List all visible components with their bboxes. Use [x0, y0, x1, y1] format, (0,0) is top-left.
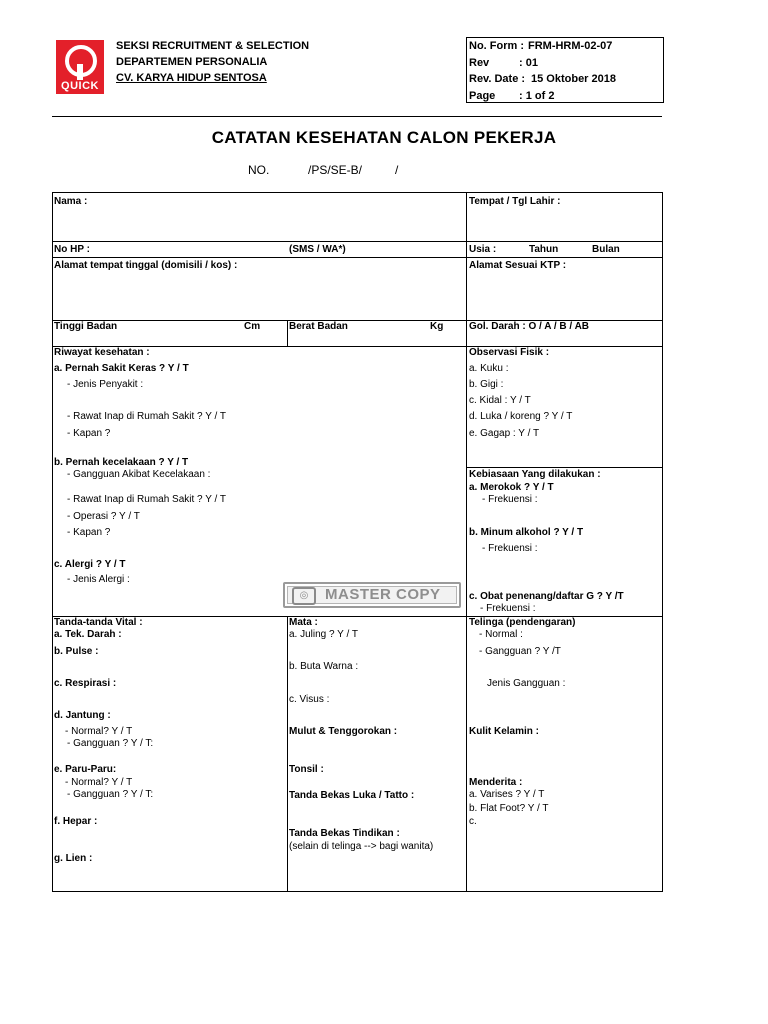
vital-e1: - Normal? Y / T — [65, 777, 133, 788]
vital-e: e. Paru-Paru: — [54, 764, 117, 775]
mata-b: b. Buta Warna : — [289, 661, 359, 672]
vital-c: c. Respirasi : — [54, 678, 117, 689]
label-gol-darah: Gol. Darah : O / A / B / AB — [469, 321, 590, 332]
label-alamat-ktp: Alamat Sesuai KTP : — [469, 260, 567, 271]
riwayat-b4: - Kapan ? — [67, 527, 111, 538]
telinga-b: b. Flat Foot? Y / T — [469, 803, 549, 814]
vital-e2: - Gangguan ? Y / T: — [67, 789, 154, 800]
stamp-text: MASTER COPY — [325, 586, 441, 603]
observasi-d: d. Luka / koreng ? Y / T — [469, 411, 573, 422]
form-rev-value: : 01 — [519, 57, 538, 69]
telinga-jenis: Jenis Gangguan : — [487, 678, 566, 689]
kebiasaan-a: a. Merokok ? Y / T — [469, 482, 554, 493]
vital-d2: - Gangguan ? Y / T: — [67, 738, 154, 749]
observasi-a: a. Kuku : — [469, 363, 509, 374]
riwayat-c: c. Alergi ? Y / T — [54, 559, 126, 570]
number-code: /PS/SE-B/ — [308, 163, 363, 177]
header-department: DEPARTEMEN PERSONALIA — [116, 56, 268, 68]
telinga-kulit: Kulit Kelamin : — [469, 726, 540, 737]
vital-a: a. Tek. Darah : — [54, 629, 122, 640]
label-tempat-tgl-lahir: Tempat / Tgl Lahir : — [469, 196, 561, 207]
riwayat-a: a. Pernah Sakit Keras ? Y / T — [54, 363, 189, 374]
mata-a: a. Juling ? Y / T — [289, 629, 358, 640]
number-no: NO. — [248, 163, 270, 177]
vital-d1: - Normal? Y / T — [65, 726, 133, 737]
header-company: CV. KARYA HIDUP SENTOSA — [116, 72, 267, 84]
telinga-gangguan: - Gangguan ? Y /T — [479, 646, 561, 657]
vital-d: d. Jantung : — [54, 710, 111, 721]
form-page-value: : 1 of 2 — [519, 90, 555, 102]
observasi-title: Observasi Fisik : — [469, 347, 550, 358]
label-alamat-domisili: Alamat tempat tinggal (domisili / kos) : — [54, 260, 238, 271]
label-cm: Cm — [244, 321, 261, 332]
form-no-label: No. Form : — [469, 40, 524, 52]
form-rev-label: Rev — [469, 57, 490, 69]
kebiasaan-b: b. Minum alkohol ? Y / T — [469, 527, 584, 538]
kebiasaan-c1: - Frekuensi : — [480, 603, 536, 614]
riwayat-a3: - Kapan ? — [67, 428, 111, 439]
label-usia: Usia : — [469, 244, 497, 255]
label-nama: Nama : — [54, 196, 88, 207]
form-rev-date-label: Rev. Date : — [469, 73, 526, 85]
page-title: CATATAN KESEHATAN CALON PEKERJA — [211, 128, 557, 147]
header-section: SEKSI RECRUITMENT & SELECTION — [116, 40, 310, 52]
riwayat-b1: - Gangguan Akibat Kecelakaan : — [67, 469, 211, 480]
observasi-b: b. Gigi : — [469, 379, 504, 390]
vital-g: g. Lien : — [54, 853, 93, 864]
mata-tindikan-note: (selain di telinga --> bagi wanita) — [289, 841, 434, 852]
mata-tonsil: Tonsil : — [289, 764, 324, 775]
header-divider — [52, 116, 662, 117]
label-tinggi-badan: Tinggi Badan — [54, 321, 118, 332]
label-kg: Kg — [430, 321, 444, 332]
riwayat-a2: - Rawat Inap di Rumah Sakit ? Y / T — [67, 411, 226, 422]
riwayat-a1: - Jenis Penyakit : — [67, 379, 144, 390]
mata-mulut: Mulut & Tenggorokan : — [289, 726, 398, 737]
mata-c: c. Visus : — [289, 694, 330, 705]
riwayat-b3: - Operasi ? Y / T — [67, 511, 140, 522]
mata-tindikan: Tanda Bekas Tindikan : — [289, 828, 400, 839]
label-sms-wa: (SMS / WA*) — [289, 244, 346, 255]
kebiasaan-c: c. Obat penenang/daftar G ? Y /T — [469, 591, 624, 602]
telinga-title: Telinga (pendengaran) — [469, 617, 576, 628]
company-logo — [56, 40, 104, 94]
label-tahun: Tahun — [529, 244, 559, 255]
riwayat-title: Riwayat kesehatan : — [54, 347, 150, 358]
kebiasaan-b1: - Frekuensi : — [482, 543, 538, 554]
telinga-c: c. — [469, 816, 477, 827]
telinga-menderita: Menderita : — [469, 777, 523, 788]
telinga-normal: - Normal : — [479, 629, 523, 640]
mata-title: Mata : — [289, 617, 318, 628]
label-bulan: Bulan — [592, 244, 620, 255]
label-berat-badan: Berat Badan — [289, 321, 348, 332]
vital-b: b. Pulse : — [54, 646, 99, 657]
observasi-c: c. Kidal : Y / T — [469, 395, 531, 406]
vital-title: Tanda-tanda Vital : — [54, 617, 143, 628]
riwayat-c1: - Jenis Alergi : — [67, 574, 130, 585]
logo-text: QUICK — [61, 80, 99, 92]
stamp-logo-icon: ◎ — [292, 587, 316, 605]
mata-luka: Tanda Bekas Luka / Tatto : — [289, 790, 415, 801]
logo-stem-icon — [77, 64, 83, 80]
number-slash: / — [395, 163, 399, 177]
vital-f: f. Hepar : — [54, 816, 98, 827]
riwayat-b2: - Rawat Inap di Rumah Sakit ? Y / T — [67, 494, 226, 505]
form-no-value: FRM-HRM-02-07 — [528, 40, 613, 52]
observasi-e: e. Gagap : Y / T — [469, 428, 540, 439]
master-copy-stamp — [283, 582, 461, 608]
form-rev-date-value: 15 Oktober 2018 — [531, 73, 616, 85]
kebiasaan-title: Kebiasaan Yang dilakukan : — [469, 469, 601, 480]
riwayat-b: b. Pernah kecelakaan ? Y / T — [54, 457, 189, 468]
label-no-hp: No HP : — [54, 244, 90, 255]
form-page-label: Page — [469, 90, 496, 102]
telinga-a: a. Varises ? Y / T — [469, 789, 545, 800]
kebiasaan-a1: - Frekuensi : — [482, 494, 538, 505]
